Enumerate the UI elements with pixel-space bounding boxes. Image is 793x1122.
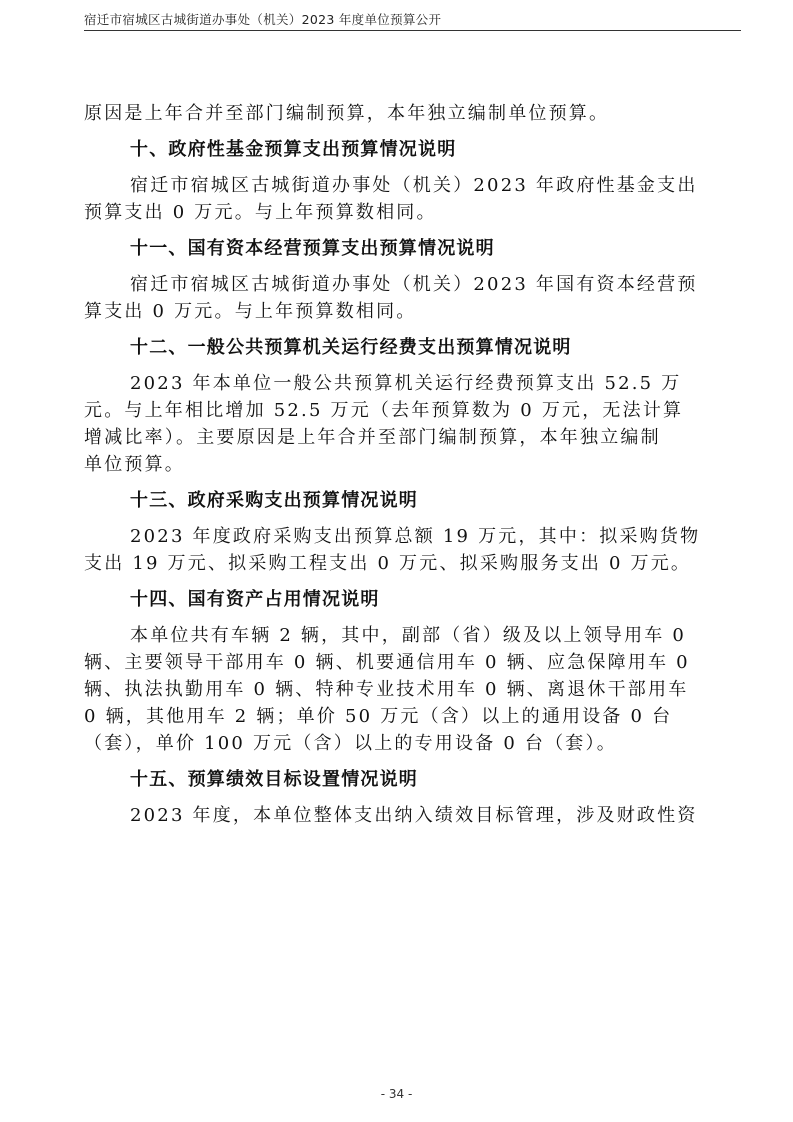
section-heading-10: 十、政府性基金预算支出预算情况说明 — [130, 139, 457, 160]
section-paragraph-13 — [84, 523, 714, 577]
section-heading-11: 十一、国有资本经营预算支出预算情况说明 — [130, 238, 495, 259]
text-line: 2023 年度，本单位整体支出纳入绩效目标管理，涉及财政性资 — [130, 805, 698, 826]
section-heading-15: 十五、预算绩效目标设置情况说明 — [130, 769, 418, 790]
text-line: 0 辆，其他用车 2 辆；单价 50 万元（含）以上的通用设备 0 台 — [84, 706, 673, 727]
section-heading-13: 十三、政府采购支出预算情况说明 — [130, 490, 418, 511]
text-line: 增减比率）。主要原因是上年合并至部门编制预算，本年独立编制 — [84, 427, 661, 448]
section-paragraph-15 — [84, 802, 714, 829]
text-line: 2023 年本单位一般公共预算机关运行经费预算支出 52.5 万 — [130, 373, 682, 394]
document-body — [84, 100, 714, 838]
intro-paragraph — [84, 100, 714, 127]
text-line: 宿迁市宿城区古城街道办事处（机关）2023 年国有资本经营预 — [130, 274, 698, 295]
text-line: 算支出 0 万元。与上年预算数相同。 — [84, 301, 417, 322]
text-line: （套），单价 100 万元（含）以上的专用设备 0 台（套）。 — [84, 733, 617, 754]
text-line: 本单位共有车辆 2 辆，其中，副部（省）级及以上领导用车 0 — [130, 625, 687, 646]
text-line: 元。与上年相比增加 52.5 万元（去年预算数为 0 万元，无法计算 — [84, 400, 684, 421]
text-line: 单位预算。 — [84, 454, 185, 475]
section-paragraph-14 — [84, 622, 714, 757]
section-paragraph-10 — [84, 172, 714, 226]
section-paragraph-11 — [84, 271, 714, 325]
header-divider — [84, 30, 741, 31]
text-line: 2023 年度政府采购支出预算总额 19 万元，其中：拟采购货物 — [130, 526, 701, 547]
text-line: 原因是上年合并至部门编制预算，本年独立编制单位预算。 — [84, 103, 610, 124]
section-heading-14: 十四、国有资产占用情况说明 — [130, 589, 380, 610]
running-header: 宿迁市宿城区古城街道办事处（机关）2023 年度单位预算公开 — [84, 12, 442, 27]
text-line: 预算支出 0 万元。与上年预算数相同。 — [84, 202, 437, 223]
text-line: 宿迁市宿城区古城街道办事处（机关）2023 年政府性基金支出 — [130, 175, 698, 196]
text-line: 辆、执法执勤用车 0 辆、特种专业技术用车 0 辆、离退休干部用车 — [84, 679, 689, 700]
text-line: 支出 19 万元、拟采购工程支出 0 万元、拟采购服务支出 0 万元。 — [84, 553, 692, 574]
section-paragraph-12 — [84, 370, 714, 478]
section-heading-12: 十二、一般公共预算机关运行经费支出预算情况说明 — [130, 337, 572, 358]
text-line: 辆、主要领导干部用车 0 辆、机要通信用车 0 辆、应急保障用车 0 — [84, 652, 690, 673]
page-number: - 34 - — [380, 1087, 413, 1101]
